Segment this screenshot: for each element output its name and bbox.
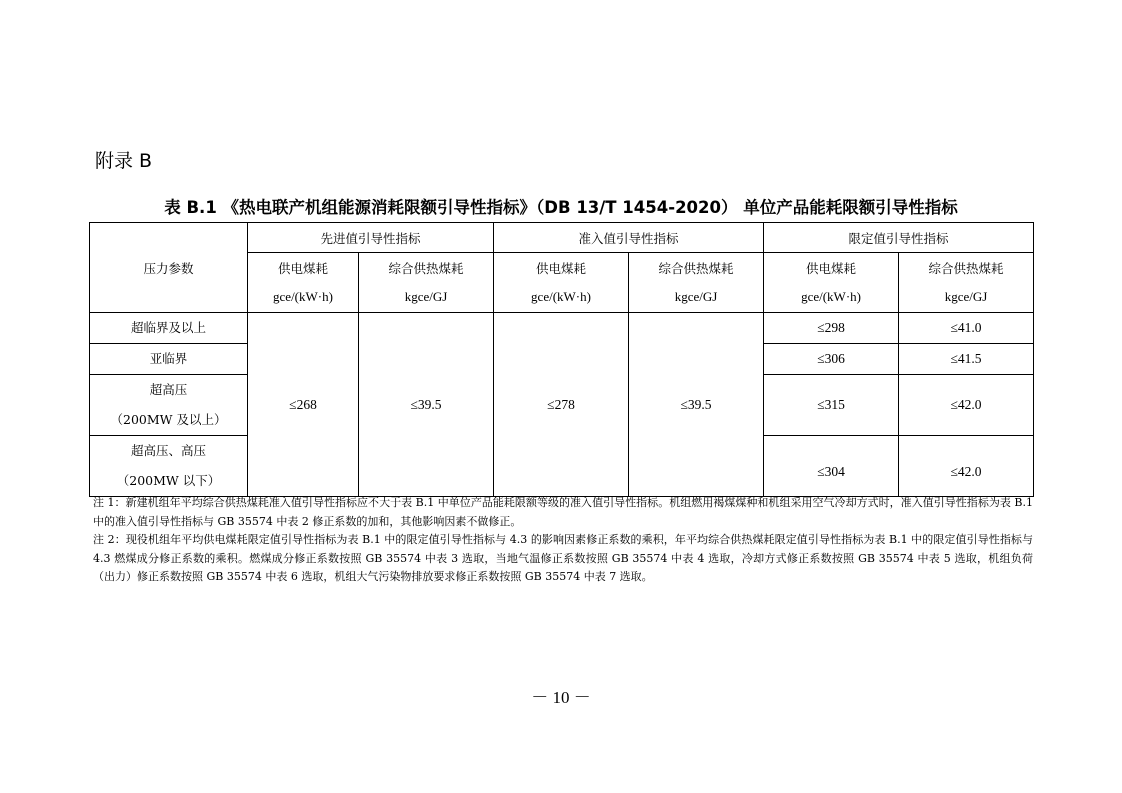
unit-label: kgce/GJ — [629, 283, 764, 313]
row-label: 超高压、高压 （200MW 以下） — [90, 436, 248, 497]
table-caption: 表 B.1 《热电联产机组能源消耗限额引导性指标》（DB 13/T 1454-2020） 单位产品能耗限额引导性指标 — [164, 198, 958, 217]
entry-power-value: ≤278 — [494, 313, 629, 497]
advanced-heat-value: ≤39.5 — [359, 313, 494, 497]
appendix-title: 附录 B — [95, 150, 153, 172]
advanced-power-value: ≤268 — [248, 313, 359, 497]
metric-header: 综合供热煤耗 — [629, 253, 764, 283]
metric-header: 综合供热煤耗 — [359, 253, 494, 283]
limit-heat-value: ≤42.0 — [899, 436, 1034, 497]
page-number: － 10 － — [531, 688, 591, 707]
pressure-param-header: 压力参数 — [90, 223, 248, 313]
unit-label: gce/(kW·h) — [248, 283, 359, 313]
group-header-limit: 限定值引导性指标 — [764, 223, 1034, 253]
group-header-advanced: 先进值引导性指标 — [248, 223, 494, 253]
unit-label: kgce/GJ — [359, 283, 494, 313]
row-label: 超高压 （200MW 及以上） — [90, 375, 248, 436]
unit-label: gce/(kW·h) — [764, 283, 899, 313]
limit-heat-value: ≤41.0 — [899, 313, 1034, 344]
metric-header: 供电煤耗 — [764, 253, 899, 283]
metric-header: 综合供热煤耗 — [899, 253, 1034, 283]
limit-power-value: ≤304 — [764, 436, 899, 497]
limit-power-value: ≤298 — [764, 313, 899, 344]
unit-label: gce/(kW·h) — [494, 283, 629, 313]
note-2: 注 2：现役机组年平均供电煤耗限定值引导性指标为表 B.1 中的限定值引导性指标与 4.3 的影响因素修正系数的乘积，年平均综合供热煤耗限定值引导性指标为表 B.1 中的限定值引导性指标与 4.3 燃煤成分修正系数的乘积。燃煤成分修正系数按照 GB 35574 中表 3 选取，当地气温修正系数按照 GB 35574 中表 4 选取，冷却方式修正系数按照 GB 35574 中表 5 选取，机组负荷（出力）修正系数按照 GB 35574 中表 6 选取，机组大气污染物排放要求修正系数按照 GB 35574 中表 7 选取。 — [93, 533, 1033, 583]
unit-label: kgce/GJ — [899, 283, 1034, 313]
metric-header: 供电煤耗 — [248, 253, 359, 283]
indicator-table — [89, 222, 1034, 497]
table-notes — [93, 494, 1033, 587]
limit-power-value: ≤315 — [764, 375, 899, 436]
row-label: 亚临界 — [90, 344, 248, 375]
limit-heat-value: ≤41.5 — [899, 344, 1034, 375]
group-header-entry: 准入值引导性指标 — [494, 223, 764, 253]
row-label: 超临界及以上 — [90, 313, 248, 344]
metric-header: 供电煤耗 — [494, 253, 629, 283]
limit-power-value: ≤306 — [764, 344, 899, 375]
table-row — [90, 313, 1034, 344]
limit-heat-value: ≤42.0 — [899, 375, 1034, 436]
note-1: 注 1：新建机组年平均综合供热煤耗准入值引导性指标应不大于表 B.1 中单位产品能耗限额等级的准入值引导性指标。机组燃用褐煤煤种和机组采用空气冷却方式时，准入值引导性指标为表 B.1 中的准入值引导性指标与 GB 35574 中表 2 修正系数的加和，其他影响因素不做修正。 — [93, 496, 1033, 528]
entry-heat-value: ≤39.5 — [629, 313, 764, 497]
